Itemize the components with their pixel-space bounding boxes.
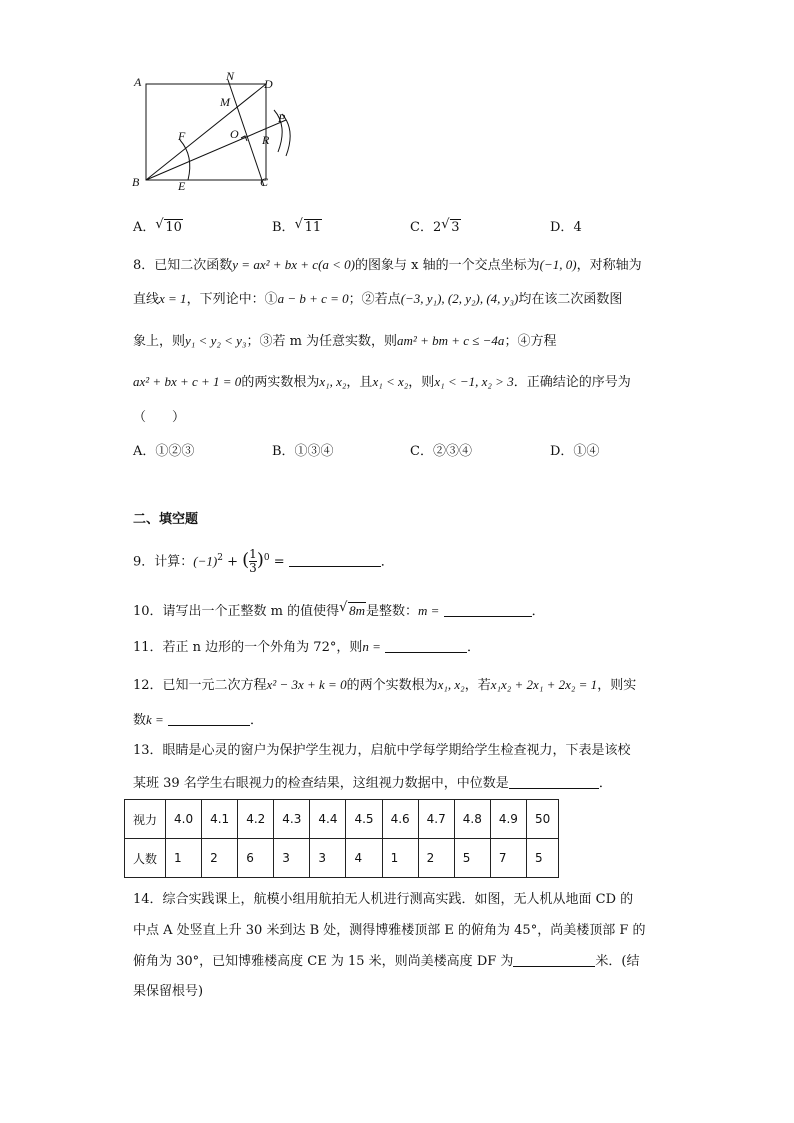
label-o: O xyxy=(230,127,239,141)
line-bd xyxy=(146,84,266,180)
label-m: M xyxy=(220,95,230,109)
q8-line4: ax² + bx + c + 1 = 0的两实数根为x₁, x₂，且x₁ < x₂，则x₁ < −1, x₂ > 3．正确结论的序号为 xyxy=(133,374,631,390)
vision-table xyxy=(124,799,559,878)
label-n: N xyxy=(226,69,235,83)
q8-option-b: B．①③④ xyxy=(272,444,334,459)
q10: 10．请写出一个正整数 m 的值使得 √ 8m是整数：m = ． xyxy=(133,600,545,619)
label-e: E xyxy=(178,179,186,193)
q7-option-b: B． √ 11 xyxy=(272,217,322,235)
label-c: C xyxy=(260,175,269,189)
table-row: 人数 1 2 6 3 3 4 1 2 5 7 5 xyxy=(125,839,559,878)
label-a: A xyxy=(134,75,142,89)
q7-option-a: A． √ 10 xyxy=(133,217,182,235)
q14-line3: 俯角为 30°，已知博雅楼高度 CE 为 15 米，则尚美楼高度 DF 为 米．(结 xyxy=(133,954,640,969)
table-row: 视力 4.0 4.1 4.2 4.3 4.4 4.5 4.6 4.7 4.8 4.9 50 xyxy=(125,800,559,839)
geometry-figure xyxy=(128,68,308,196)
table-head: 人数 xyxy=(125,839,166,878)
q8-line3: 象上，则y₁ < y₂ < y₃；③若 m 为任意实数，则am² + bm + c ≤ −4a；④方程 xyxy=(133,333,557,349)
section-title: 二、填空题 xyxy=(133,512,199,527)
label-f: F xyxy=(178,129,186,143)
q8-option-d: D．①④ xyxy=(550,444,600,459)
q8-line1: 8．已知二次函数y = ax² + bx + c(a < 0)的图象与 x 轴的一个交点坐标为(−1, 0)，对称轴为 xyxy=(133,257,642,273)
q14-line1: 14．综合实践课上，航模小组用航拍无人机进行测高实践．如图，无人机从地面 CD 的 xyxy=(133,892,634,907)
q8-option-a: A．①②③ xyxy=(133,444,195,459)
q12-line1: 12．已知一元二次方程x² − 3x + k = 0的两个实数根为x₁, x₂，若x₁x₂ + 2x₁ + 2x₂ = 1，则实 xyxy=(133,677,637,693)
q7-option-d: D．4 xyxy=(550,220,582,235)
label-b: B xyxy=(132,175,140,189)
q9: 9．计算：$(-1)^2$ + ( $\frac{1}{3}$ )$^0$ = ． xyxy=(133,547,394,576)
q8-line2: 直线x = 1，下列论中：①a − b + c = 0；②若点(−3, y₁), (2, y₂), (4, y₃)均在该二次函数图 xyxy=(133,291,623,307)
table-head: 视力 xyxy=(125,800,166,839)
q13-line2: 某班 39 名学生右眼视力的检查结果，这组视力数据中，中位数是 ． xyxy=(133,776,612,791)
line-bp xyxy=(146,120,286,180)
q8-paren: （ ） xyxy=(133,410,186,425)
label-d: D xyxy=(264,77,273,91)
q14-line2: 中点 A 处竖直上升 30 米到达 B 处，测得博雅楼顶部 E 的俯角为 45°，尚美楼顶部 F 的 xyxy=(133,923,646,938)
q7-option-c: C．2 √ 3 xyxy=(410,217,460,235)
label-p: P xyxy=(278,111,286,125)
q13-line1: 13．眼睛是心灵的窗户为保护学生视力，启航中学每学期给学生检查视力，下表是该校 xyxy=(133,743,631,758)
label-r: R xyxy=(262,133,270,147)
q8-option-c: C．②③④ xyxy=(410,444,472,459)
q12-line2: 数k = ． xyxy=(133,712,263,728)
q11: 11．若正 n 边形的一个外角为 72°，则n = ． xyxy=(133,639,481,655)
q14-line4: 果保留根号) xyxy=(133,984,204,999)
